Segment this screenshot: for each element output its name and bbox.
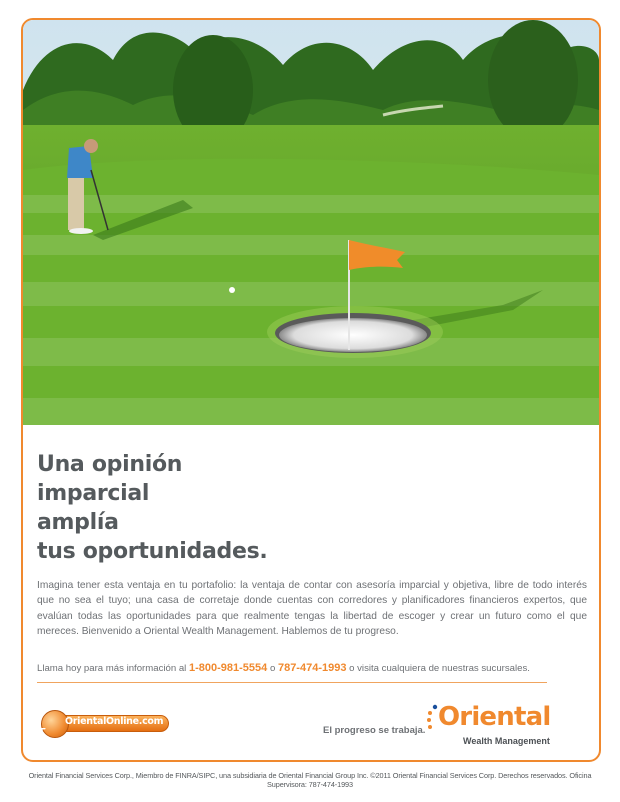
ad-frame <box>21 18 601 762</box>
cursor-hand-icon: ☛ <box>35 723 47 738</box>
headline <box>37 450 437 566</box>
call-suffix: o visita cualquiera de nuestras sucursales. <box>346 663 530 674</box>
oriental-logo <box>426 700 576 752</box>
headline-line-3: amplía <box>37 510 119 535</box>
badge-text: OrientalOnline.com <box>65 716 164 727</box>
headline-line-2: imparcial <box>37 481 150 506</box>
oriental-online-badge[interactable] <box>35 708 173 738</box>
phone-link-1[interactable]: 1-800-981-5554 <box>188 662 268 674</box>
logo-brand: Oriental <box>438 702 551 732</box>
call-prefix: Llama hoy para más información al <box>37 663 189 674</box>
headline-line-4: tus oportunidades. <box>37 539 268 564</box>
logo-sub: Wealth Management <box>463 736 550 746</box>
phone-link-2[interactable]: 787-474-1993 <box>277 662 347 674</box>
call-middle: o <box>267 663 278 674</box>
slogan: El progreso se trabaja. <box>323 725 426 736</box>
call-to-action <box>37 662 597 674</box>
golf-course-photo <box>23 20 599 425</box>
body-paragraph: Imagina tener esta ventaja en tu portafolio: la ventaja de contar con asesoría imparcial y objetiva, libre de todo interés que no sea el tuyo; una casa de corretaje donde cuentas con corredores y planificadores financieros expertos, que evalúan todas las oportunidades para que realmente tengas la libertad de escoger y crear un futuro como el que mereces. Bienvenido a Oriental Wealth Management. Hablemos de tu progreso. <box>37 580 587 638</box>
headline-line-1: Una opinión <box>37 452 183 477</box>
legal-disclaimer: Oriental Financial Services Corp., Miembro de FINRA/SIPC, una subsidiaria de Oriental Financial Group Inc. ©2011 Oriental Financial Services Corp. Derechos reservados. Oficina Supervisora: 787-474-1993 <box>28 771 592 789</box>
divider <box>37 682 547 683</box>
